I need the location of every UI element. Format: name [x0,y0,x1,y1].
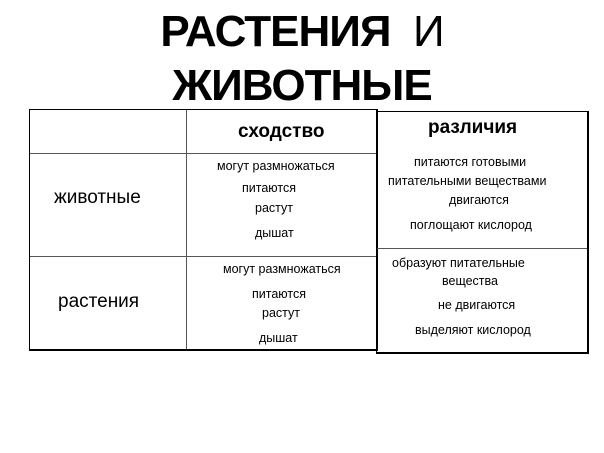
similarity-item: растут [255,201,293,215]
similarity-item: дышат [259,331,298,345]
page-title [0,8,604,56]
difference-item: питательными веществами [388,174,547,188]
difference-item: не двигаются [438,298,516,312]
comparison-table [29,109,378,351]
difference-item: двигаются [449,193,509,207]
differences-table [376,111,589,354]
row-divider [377,248,587,249]
difference-item: питаются готовыми [414,155,527,169]
similarity-item: питаются [242,181,296,195]
row-divider [30,153,376,154]
column-divider [186,110,187,349]
similarity-item: растут [262,306,300,320]
row-label-animals: животные [54,187,141,208]
title-conjunction: И [412,7,444,56]
difference-item: вещества [442,274,498,288]
difference-item: поглощают кислород [410,218,532,232]
similarity-item: могут размножаться [217,159,335,173]
similarity-item: могут размножаться [223,262,341,276]
title-part2: ЖИВОТНЫЕ [172,61,432,110]
title-part1: РАСТЕНИЯ [160,7,391,56]
row-label-plants: растения [58,291,140,312]
difference-item: выделяют кислород [415,323,531,337]
similarity-item: дышат [255,226,294,240]
similarity-item: питаются [252,287,306,301]
page-title-line2 [0,62,604,110]
difference-item: образуют питательные [392,256,525,270]
row-divider [30,256,376,257]
similarity-header: сходство [238,121,325,142]
differences-header: различия [428,117,518,138]
